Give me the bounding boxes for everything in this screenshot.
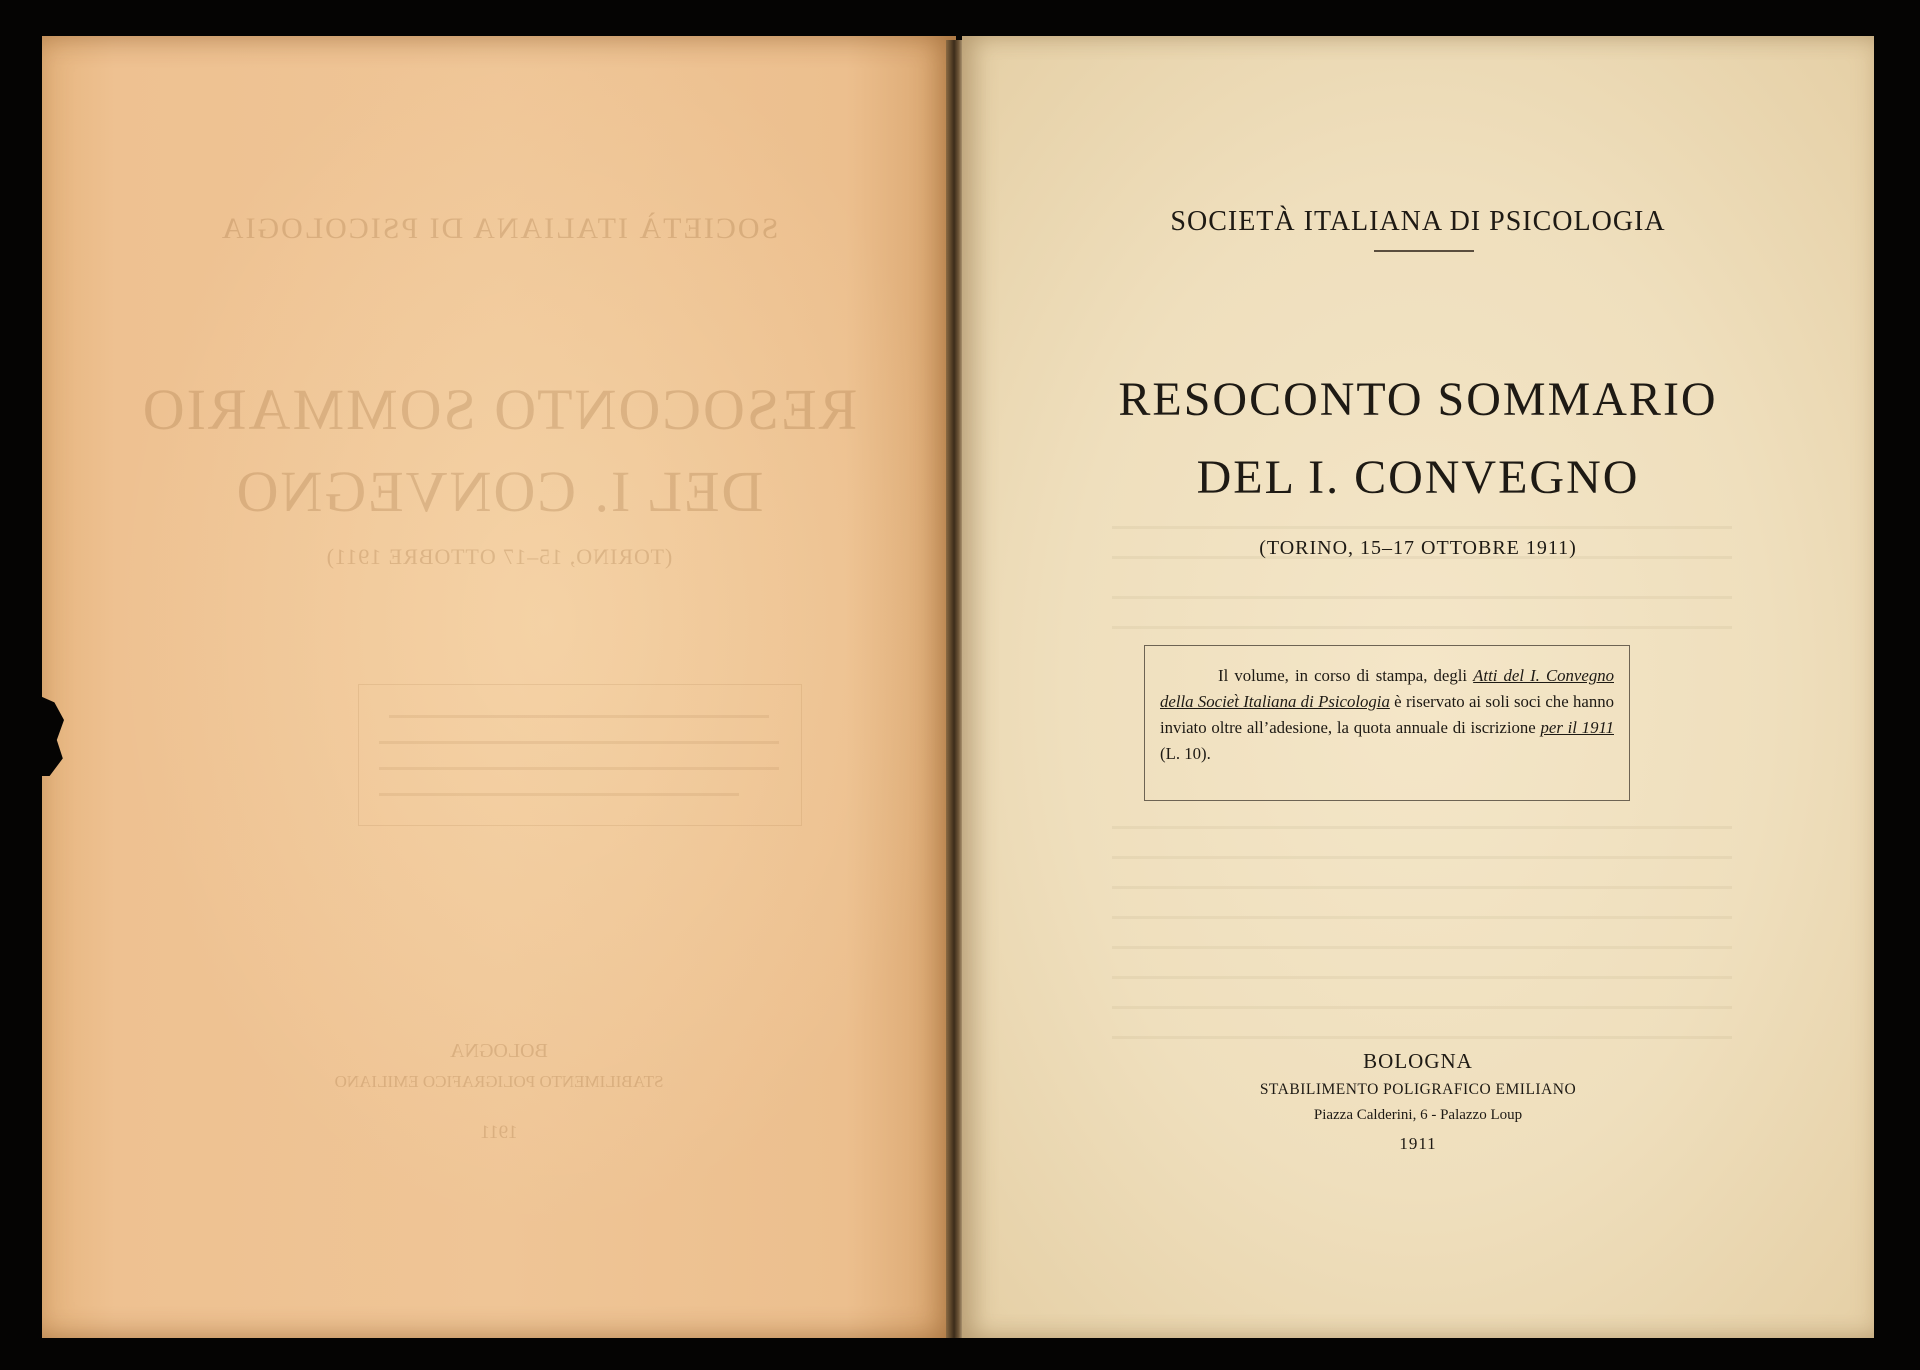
show-through-line (1112, 916, 1732, 919)
show-through-line (1112, 856, 1732, 859)
show-through-line (1112, 626, 1732, 629)
notice-text (1160, 663, 1614, 767)
show-through-title-line-1: RESOCONTO SOMMARIO (140, 377, 858, 442)
imprint-printer: STABILIMENTO POLIGRAFICO EMILIANO (1259, 1081, 1577, 1098)
show-through-line (1112, 596, 1732, 599)
show-through-line (1112, 976, 1732, 979)
society-name: SOCIETÀ ITALIANA DI PSICOLOGIA (1170, 206, 1666, 237)
show-through-line (1112, 946, 1732, 949)
show-through-city: BOLOGNA (450, 1040, 548, 1062)
title-line-1: RESOCONTO SOMMARIO (1118, 373, 1718, 426)
torn-edge-notch (40, 696, 64, 776)
show-through-line (379, 793, 739, 796)
show-through-place-date: (TORINO, 15–17 OTTOBRE 1911) (325, 544, 673, 569)
show-through-title-line-2: DEL I. CONVEGNO (234, 459, 764, 524)
imprint-address: Piazza Calderini, 6 - Palazzo Loup (1313, 1107, 1523, 1123)
show-through-line (1112, 526, 1732, 529)
imprint-city: BOLOGNA (1363, 1049, 1473, 1073)
notice-emphasis-year: per il 1911 (1540, 718, 1614, 737)
show-through-line (379, 767, 779, 770)
show-through-line (1112, 1036, 1732, 1039)
title-line-2: DEL I. CONVEGNO (1196, 451, 1640, 504)
title-page (962, 36, 1874, 1338)
show-through-line (389, 715, 769, 718)
show-through-line (1112, 886, 1732, 889)
imprint-year: 1911 (1399, 1134, 1437, 1153)
place-and-date: (TORINO, 15–17 OTTOBRE 1911) (1259, 537, 1577, 559)
show-through-society: SOCIETÀ ITALIANA DI PSICOLOGIA (219, 212, 779, 245)
notice-emphasis-proceedings: Atti del I. Convegno della Societ̀ Italiana di Psicologia (1160, 666, 1614, 711)
show-through-notice-box (358, 684, 802, 826)
left-page-inside-cover (42, 36, 956, 1338)
subscription-notice-box (1144, 645, 1630, 801)
title-rule (1374, 250, 1474, 252)
show-through-line (1112, 826, 1732, 829)
notice-text-part-2: è riservato ai soli soci che hanno inviato oltre all’adesione, la quota annuale di iscrizione (1160, 692, 1614, 737)
show-through-year: 1911 (480, 1122, 518, 1143)
show-through-line (1112, 1006, 1732, 1009)
show-through-printer: STABILIMENTO POLIGRAFICO EMILIANO (334, 1072, 664, 1091)
show-through-line (379, 741, 779, 744)
notice-text-part-1: Il volume, in corso di stampa, degli (1218, 666, 1474, 685)
notice-text-part-3: (L. 10). (1160, 744, 1211, 763)
